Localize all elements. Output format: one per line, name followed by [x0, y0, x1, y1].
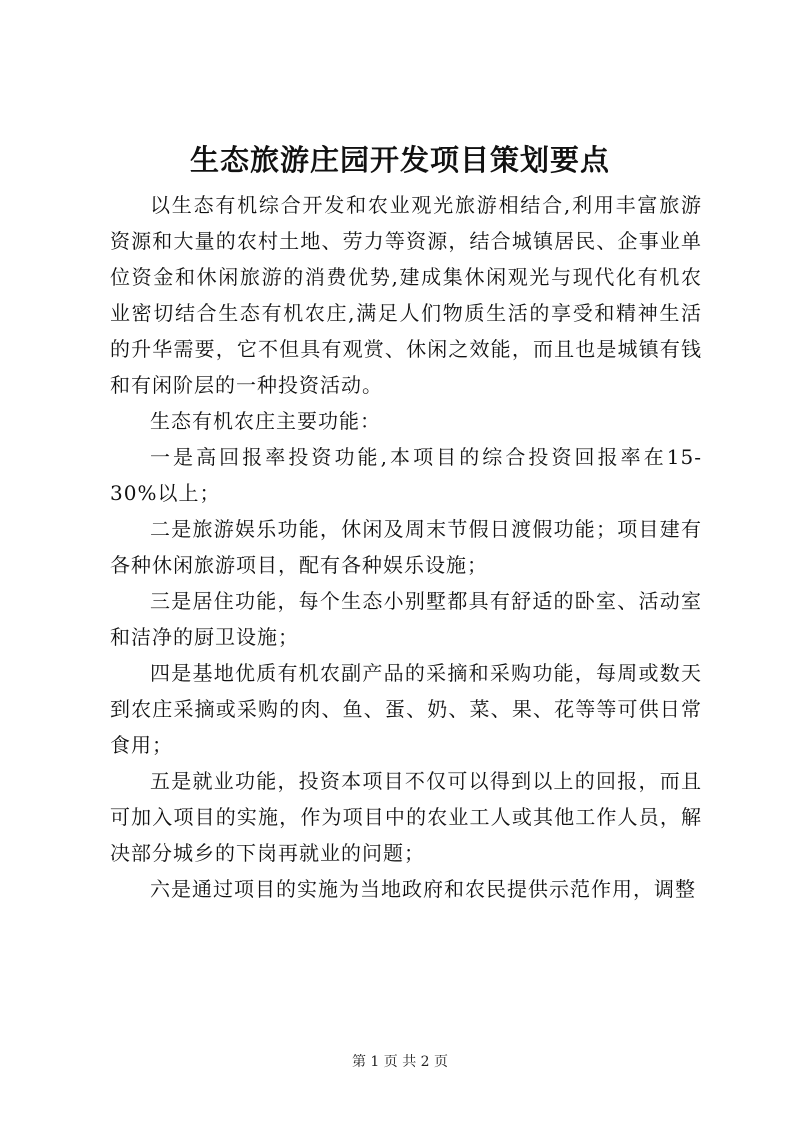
paragraph-functions-heading: 生态有机农庄主要功能： — [150, 409, 381, 433]
paragraph-function-6: 六是通过项目的实施为当地政府和农民提供示范作用，调整 — [150, 877, 696, 901]
document-title: 生态旅游庄园开发项目策划要点 — [189, 143, 610, 177]
paragraph-function-5: 五是就业功能，投资本项目不仅可以得到以上的回报，而且可加入项目的实施，作为项目中的农业工人或其他工作人员，解决部分城乡的下岗再就业的问题； — [110, 769, 702, 865]
paragraph-function-4: 四是基地优质有机农副产品的采摘和采购功能，每周或数天到农庄采摘或采购的肉、鱼、蛋、奶、菜、果、花等等可供日常食用； — [110, 661, 702, 757]
page-footer: 第 1 页 共 2 页 — [351, 1054, 449, 1070]
paragraph-function-2: 二是旅游娱乐功能，休闲及周末节假日渡假功能；项目建有各种休闲旅游项目，配有各种娱乐设施； — [110, 517, 702, 577]
paragraph-function-1: 一是高回报率投资功能,本项目的综合投资回报率在15-30%以上； — [110, 445, 702, 505]
paragraph-function-3: 三是居住功能，每个生态小别墅都具有舒适的卧室、活动室和洁净的厨卫设施； — [110, 589, 702, 649]
paragraph-intro: 以生态有机综合开发和农业观光旅游相结合,利用丰富旅游资源和大量的农村土地、劳力等资源，结合城镇居民、企事业单位资金和休闲旅游的消费优势,建成集休闲观光与现代化有机农业密切结合生态有机农庄,满足人们物质生活的享受和精神生活的升华需要，它不但具有观赏、休闲之效能，而且也是城镇有钱和有闲阶层的一种投资活动。 — [110, 193, 702, 397]
document-body — [110, 187, 702, 907]
